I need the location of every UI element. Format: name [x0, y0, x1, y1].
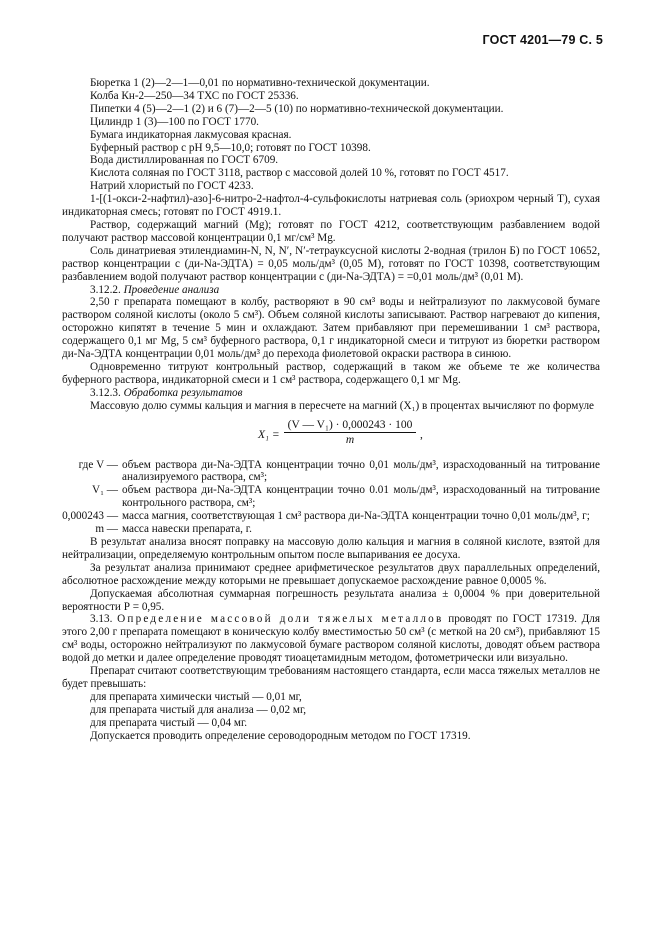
section-title: Определение массовой доли тяжелых металлов — [117, 613, 444, 626]
section-3-13 — [62, 613, 600, 665]
paragraph-correction: В результат анализа вносят поправку на массовую долю кальция и магния в соляной кислоте, взятой для нейтрализации, определяемую контрольным опытом после выпаривания ее досуха. — [62, 536, 600, 561]
definition-item — [62, 484, 600, 510]
reagent-line: Бюретка 1 (2)—2—1—0,01 по нормативно-технической документации. — [90, 77, 430, 89]
paragraph-result: За результат анализа принимают среднее арифметическое результатов двух параллельных определений, абсолютное расхождение между которыми не превышает допускаемое расхождение равное 0,0005 %. — [62, 561, 600, 587]
paragraph-h2s: Допускается проводить определение сероводородным методом по ГОСТ 17319. — [90, 729, 471, 742]
paragraph-control: Одновременно титруют контрольный раствор, содержащий в таком же объеме те же количества буферного раствора, индикаторной смеси и 1 см³ раствора, содержащего 0,1 мг Mg. — [62, 360, 600, 386]
reagent-line: Буферный раствор с рН 9,5—10,0; готовят по ГОСТ 10398. — [90, 141, 371, 154]
paragraph-eriochrome: 1-[(1-окси-2-нафтил)-азо]-6-нитро-2-нафтол-4-сульфокислоты натриевая соль (эриохром черный Т), сухая индикаторная смесь; готовят по ГОСТ 4919.1. — [62, 193, 600, 219]
definition-text: объем раствора ди-Na-ЭДТА концентрации точно 0,01 моль/дм³, израсходованный на титрование анализируемого раствора, см³; — [122, 458, 600, 484]
reagent-line: Кислота соляная по ГОСТ 3118, раствор с массовой долей 10 %, готовят по ГОСТ 4517. — [90, 167, 509, 180]
section-heading-3-12-3 — [62, 387, 600, 400]
section-text: проводят по ГОСТ 17319. Для этого 2,00 г препарата помещают в коническую колбу вместимостью 50 см³ (с меткой на 20 см³), прибавляют 15 см³ воды, осторожно нейтрализуют по лакмусовой бумаге раствором соляной кислоты, доводят объем раствора водой до метки и далее определение проводят тиоацетамидным методом, фотометрически или визуально. — [62, 613, 600, 665]
limit-line: для препарата чистый — 0,04 мг. — [90, 716, 248, 729]
definition-text: объем раствора ди-Na-ЭДТА концентрации точно 0.01 моль/дм³, израсходованный на титрование контрольного раствора, см³; — [122, 484, 600, 510]
formula-denominator: m — [345, 434, 355, 447]
definition-term: где V — — [78, 458, 118, 471]
definition-text: масса магния, соответствующая 1 см³ раствора ди-Na-ЭДТА концентрации точно 0,01 моль/дм³, г; — [122, 510, 590, 523]
formula — [62, 419, 600, 453]
paragraph-requirements: Препарат считают соответствующим требованиям настоящего стандарта, если масса тяжелых металлов не будет превышать: — [62, 665, 600, 690]
formula-lhs: X₁ = — [258, 428, 280, 441]
paragraph-error: Допускаемая абсолютная суммарная погрешность результата анализа ± 0,0004 % при доверительной вероятности Р = 0,95. — [62, 587, 600, 613]
paragraph-procedure: 2,50 г препарата помещают в колбу, растворяют в 90 см³ воды и нейтрализуют по лакмусовой бумаге раствором соляной кислоты (около 5 см³). Объем соляной кислоты записывают. Раствор нагревают до кипения, осторожно кипятят в течение 5 мин и охлаждают. Затем прибавляют при перемешивании 1 см³ раствора, содержащего 0,1 мг Mg, 5 см³ буферного раствора, 0,1 г индикаторной смеси и титруют из бюретки раствором ди-Na-ЭДТА концентрации 0,01 моль/дм³ до перехода фиолетовой окраски раствора в синюю. — [62, 296, 600, 361]
reagent-line: Колба Кн-2—250—34 ТХС по ГОСТ 25336. — [90, 89, 299, 102]
definition-term: m — — [95, 523, 118, 536]
formula-numerator: (V — V₁) · 0,000243 · 100 — [284, 419, 416, 434]
reagent-line: Натрий хлористый по ГОСТ 4233. — [90, 180, 254, 193]
reagent-line: Цилиндр 1 (3)—100 по ГОСТ 1770. — [90, 115, 259, 128]
definition-text: масса навески препарата, г. — [122, 523, 252, 536]
reagent-line: Бумага индикаторная лакмусовая красная. — [90, 128, 292, 141]
section-heading-3-12-2 — [62, 284, 600, 297]
paragraph-trilon: Соль динатриевая этилендиамин-N, N, N′, N′-тетрауксусной кислоты 2-водная (трилон Б) по ГОСТ 10652, раствор концентрации с (ди-Na-ЭДТА) = 0,05 моль/дм³ (0,05 М), готовят по ГОСТ 10398, соответствующим разбавлением водой получают раствор концентрации с (ди-Na-ЭДТА) = =0,01 моль/дм³ (0,01 М). — [62, 244, 600, 283]
reagent-line: Пипетки 4 (5)—2—1 (2) и 6 (7)—2—5 (10) по нормативно-технической документации. — [90, 102, 504, 115]
definition-item — [62, 523, 600, 536]
section-title: Проведение анализа — [123, 283, 220, 296]
page-header: ГОСТ 4201—79 С. 5 — [482, 33, 603, 47]
reagent-line: Вода дистиллированная по ГОСТ 6709. — [90, 154, 279, 167]
formula-fraction — [284, 419, 416, 448]
section-title: Обработка результатов — [123, 386, 243, 399]
paragraph-formula-intro: Массовую долю суммы кальция и магния в пересчете на магний (X₁) в процентах вычисляют по формуле — [90, 399, 594, 412]
definition-term: 0,000243 — — [62, 510, 118, 523]
paragraph-magnesium: Раствор, содержащий магний (Mg); готовят по ГОСТ 4212, соответствующим разбавлением водой получают раствор массовой концентрации 0,1 мг/см³ Mg. — [62, 218, 600, 244]
definition-term: V₁ — — [92, 484, 118, 497]
formula-tail: , — [420, 428, 423, 441]
section-number: 3.12.2. — [90, 283, 121, 296]
definition-item — [62, 510, 600, 523]
section-number: 3.12.3. — [90, 386, 121, 399]
limit-line: для препарата химически чистый — 0,01 мг, — [90, 690, 302, 703]
definition-item — [62, 459, 600, 485]
limit-line: для препарата чистый для анализа — 0,02 мг, — [90, 703, 307, 716]
formula-definitions — [62, 459, 600, 536]
document-body — [62, 77, 600, 743]
section-number: 3.13. — [90, 613, 113, 626]
